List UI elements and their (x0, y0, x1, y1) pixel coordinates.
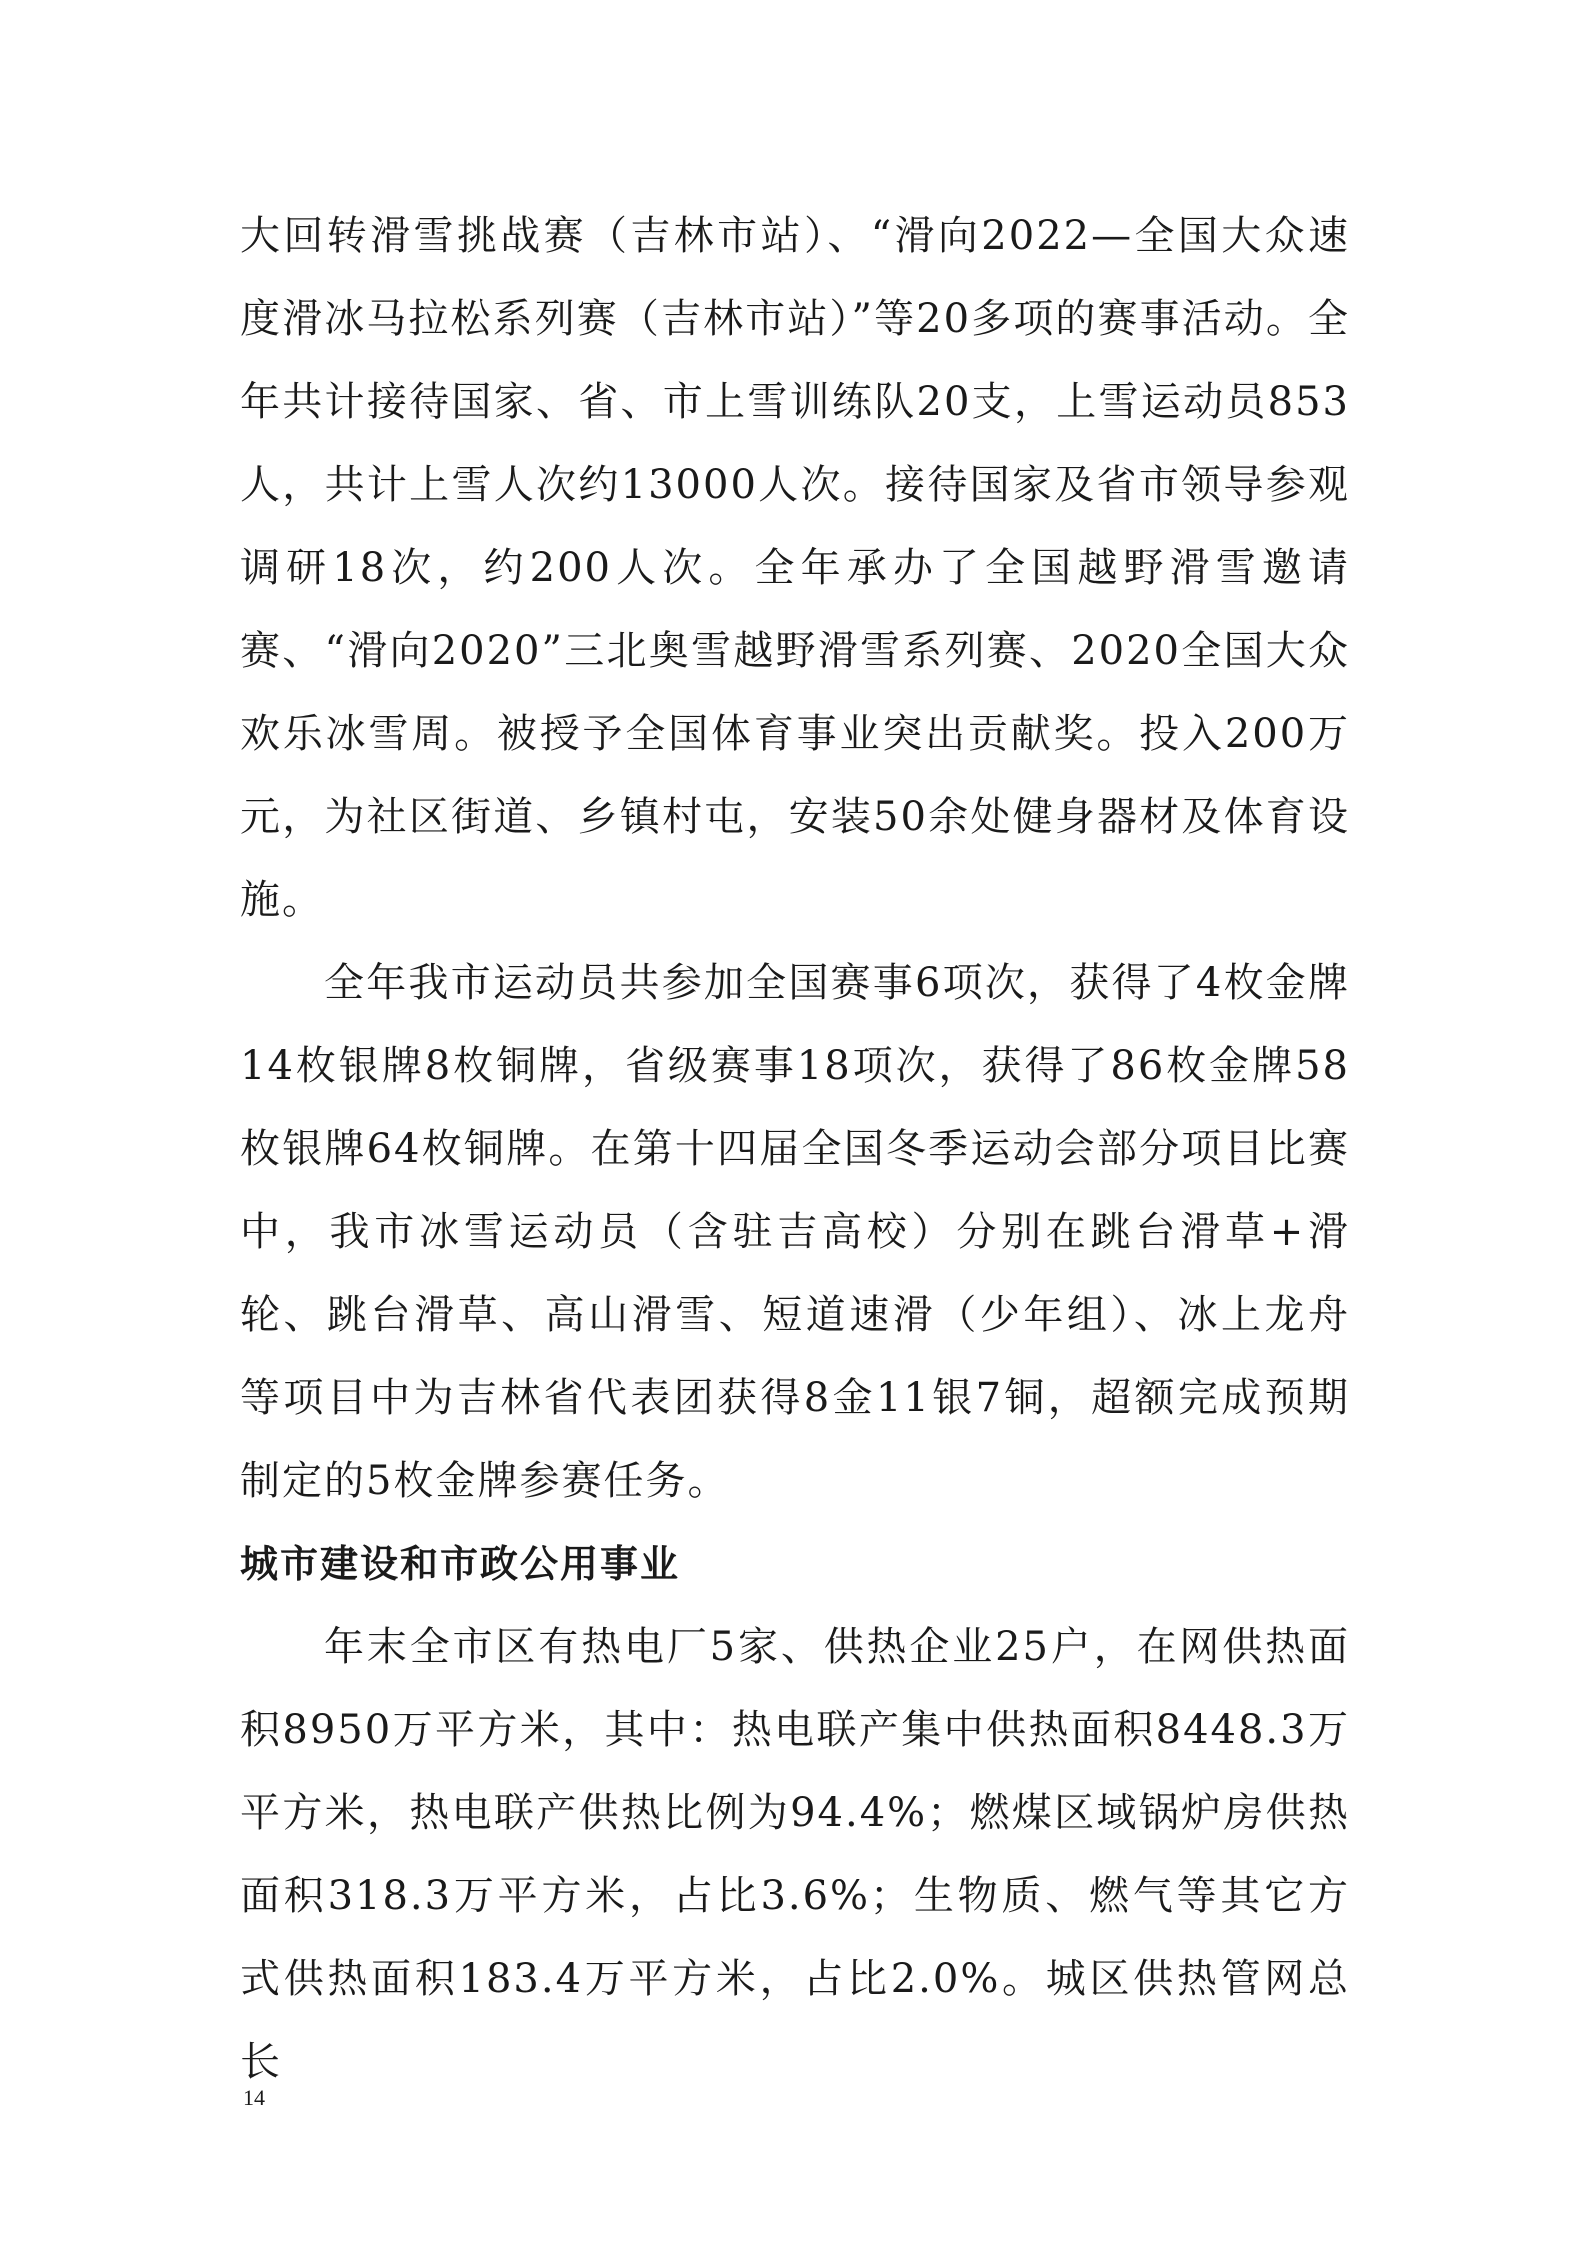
paragraph-athlete-medals: 全年我市运动员共参加全国赛事6项次，获得了4枚金牌14枚银牌8枚铜牌，省级赛事18项次，获得了86枚金牌58枚银牌64枚铜牌。在第十四届全国冬季运动会部分项目比赛中，我市冰雪运动员（含驻吉高校）分别在跳台滑草+滑轮、跳台滑草、高山滑雪、短道速滑（少年组）、冰上龙舟等项目中为吉林省代表团获得8金11银7铜，超额完成预期制定的5枚金牌参赛任务。 (240, 960, 1350, 1504)
page-number: 14 (243, 2085, 265, 2110)
section-heading-urban-construction: 城市建设和市政公用事业 (240, 1542, 681, 1586)
paragraph-heating-supply: 年末全市区有热电厂5家、供热企业25户，在网供热面积8950万平方米，其中：热电联产集中供热面积8448.3万平方米，热电联产供热比例为94.4%；燃煤区域锅炉房供热面积318.3万平方米，占比3.6%；生物质、燃气等其它方式供热面积183.4万平方米，占比2.0%。城区供热管网总长 (240, 1624, 1350, 2085)
page-body (240, 195, 1350, 2104)
paragraph-sports-events: 大回转滑雪挑战赛（吉林市站）、“滑向2022—全国大众速度滑冰马拉松系列赛（吉林市站）”等20多项的赛事活动。全年共计接待国家、省、市上雪训练队20支，上雪运动员853人，共计上雪人次约13000人次。接待国家及省市领导参观调研18次，约200人次。全年承办了全国越野滑雪邀请赛、“滑向2020”三北奥雪越野滑雪系列赛、2020全国大众欢乐冰雪周。被授予全国体育事业突出贡献奖。投入200万元，为社区街道、乡镇村屯，安装50余处健身器材及体育设施。 (240, 213, 1350, 923)
